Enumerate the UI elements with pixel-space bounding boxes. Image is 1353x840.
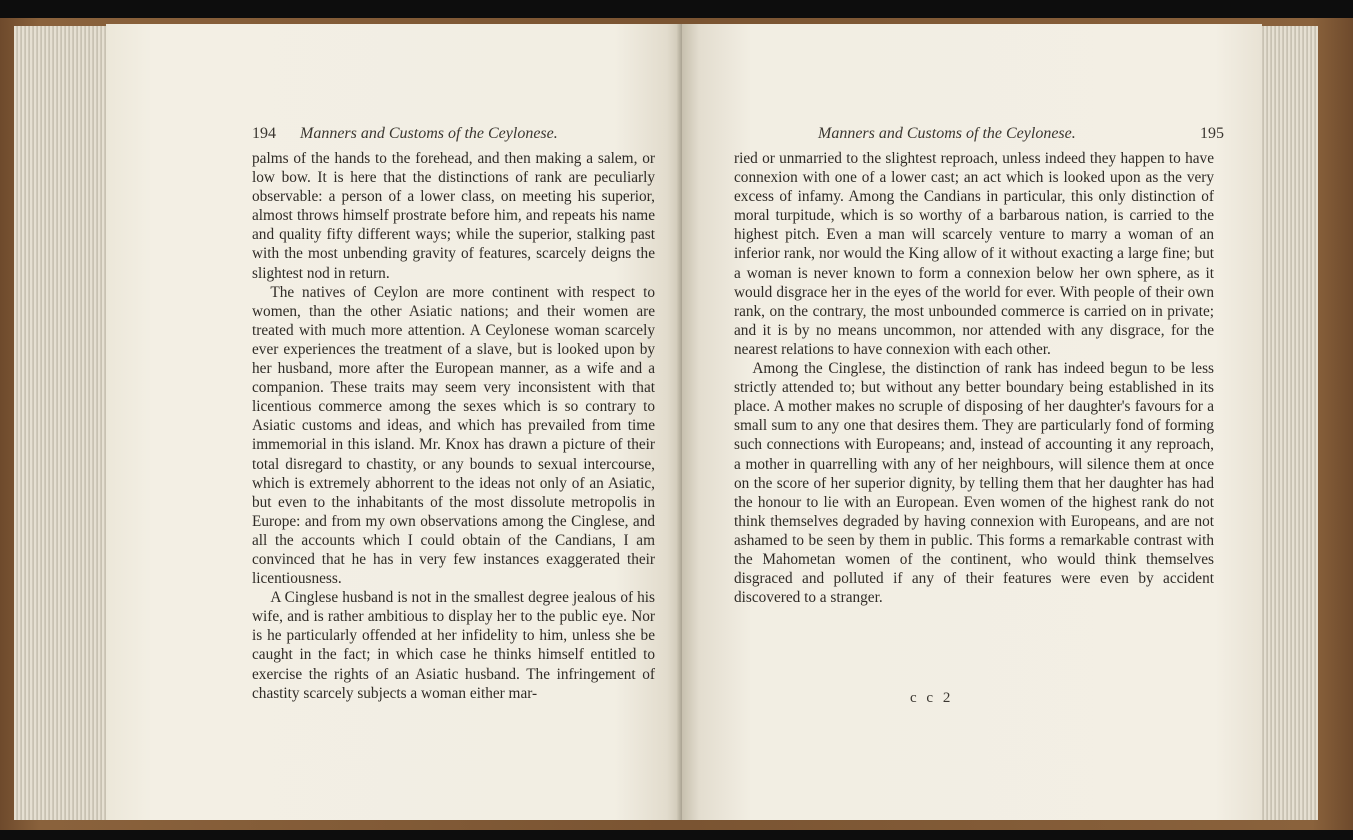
- signature-mark: c c 2: [910, 690, 954, 706]
- left-paragraph: A Cinglese husband is not in the smallest degree jealous of his wife, and is rather ambitious to display her to the public eye. Nor is he particularly offended at her infidelity to him, unless she be caught in the fact; in which case he thinks himself entitled to exercise the rights of an Asiatic husband. The infringement of chastity scarcely subjects a woman either mar-: [252, 589, 655, 702]
- left-page: [106, 24, 684, 820]
- right-page: [682, 24, 1262, 820]
- left-running-head: Manners and Customs of the Ceylonese.: [300, 125, 558, 142]
- right-running-head: Manners and Customs of the Ceylonese.: [818, 125, 1076, 142]
- left-paragraph: The natives of Ceylon are more continent with respect to women, than the other Asiatic nations; and their women are treated with much more attention. A Ceylonese woman scarcely ever experiences the treatment of a slave, but is looked upon by her husband, more after the European manner, as a wife and a companion. These traits may seem very inconsistent with that licentious commerce among the sexes which is so contrary to Asiatic customs and ideas, and which has prevailed from time immemorial in this island. Mr. Knox has drawn a picture of their total disregard to chastity, or any bounds to sexual intercourse, which is extremely abhorrent to the ideas not only of an Asiatic, but even to the inhabitants of the most dissolute metropolis in Europe: and from my own observations among the Cinglese, and all the accounts which I could obtain of the Candians, I am convinced that he has in very few instances exaggerated their licentiousness.: [252, 283, 655, 588]
- right-paragraph: Among the Cinglese, the distinction of rank has indeed begun to be less strictly attended to; but without any better boundary being established in its place. A mother makes no scruple of disposing of her daughter's favours for a small sum to any one that desires them. They are particularly fond of forming such connections with Europeans; and, instead of accounting it any reproach, a mother in quarrelling with any of her neighbours, will silence them at once on the score of her superior dignity, by telling them that her daughter has had the honour to lie with an European. Even women of the highest rank do not think themselves degraded by having connexion with Europeans, and are not ashamed to be seen by them in public. This forms a remarkable contrast with the Mahometan women of the continent, who would think themselves disgraced and polluted if any of their features were even by accident discovered to a stranger.: [734, 360, 1214, 607]
- right-page-number: 195: [1200, 125, 1224, 142]
- right-text-column: [734, 149, 1214, 607]
- left-text-column: [252, 149, 655, 703]
- left-paragraph: palms of the hands to the forehead, and then making a salem, or low bow. It is here that the distinctions of rank are peculiarly observable: a person of a lower class, on meeting his superior, almost throws himself prostrate before him, and repeats his name and quality fifty different ways; while the superior, stalking past with the most unbending gravity of features, scarcely deigns the slightest nod in return.: [252, 150, 655, 282]
- left-header: [252, 125, 558, 143]
- right-paragraph: ried or unmarried to the slightest reproach, unless indeed they happen to have connexion with one of a lower cast; an act which is looked upon as the very excess of infamy. Among the Candians in particular, this only distinction of moral turpitude, which is so worthy of a barbarous nation, is carried to the highest pitch. Even a man will scarcely venture to marry a woman of an inferior rank, nor would the King allow of it without exacting a large fine; but a woman is never known to form a connexion below her own sphere, as it would disgrace her in the eyes of the world for ever. With people of their own rank, on the contrary, the most unbounded commerce is carried on in private; and it is by no means uncommon, nor attended with any disgrace, for the nearest relations to have connexion with each other.: [734, 150, 1214, 358]
- left-page-number: 194: [252, 125, 276, 142]
- page-edges-right: [1256, 26, 1318, 820]
- right-header: [818, 125, 1224, 143]
- page-edges-left: [14, 26, 120, 820]
